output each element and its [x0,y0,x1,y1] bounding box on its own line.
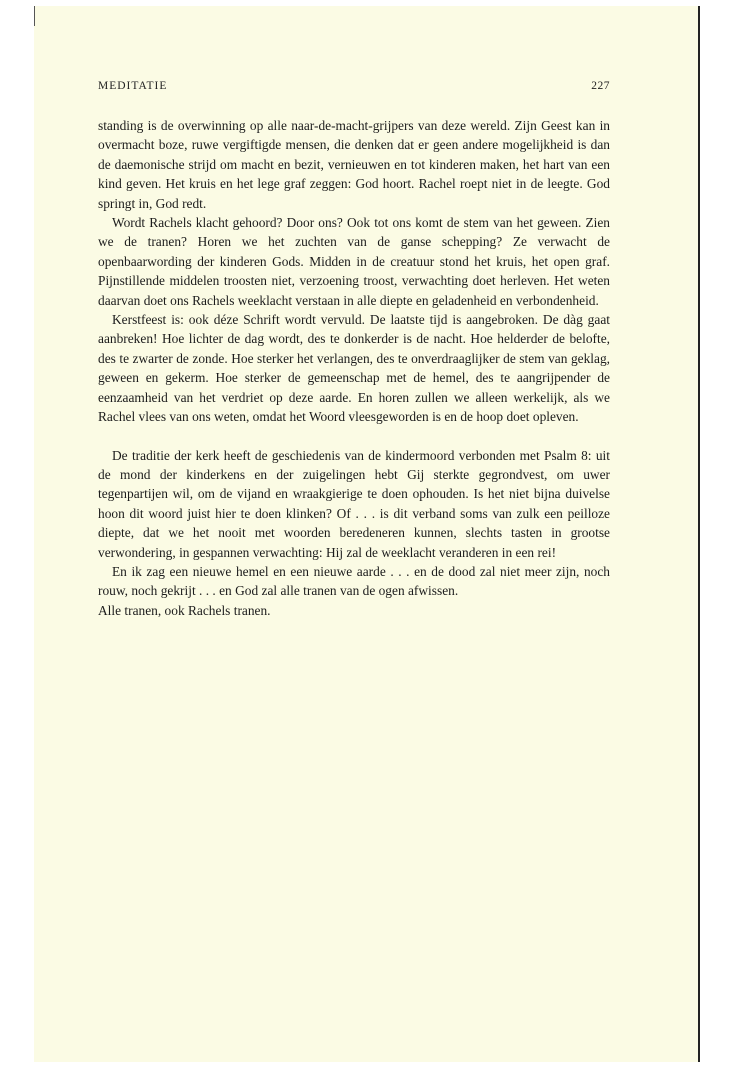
paragraph-continuation: standing is de overwinning op alle naar-de-macht-grijpers van deze wereld. Zijn Geest kan in overmacht boze, ruwe vergiftigde mensen, die denken dat er geen andere mogelijkheid is dan de daemonische strijd om macht en bezit, vernieuwen en tot kinderen maken, het hart van een kind geven. Het kruis en het lege graf zeggen: God hoort. Rachel roept niet in de leegte. God springt in, God redt. [98,118,610,211]
paragraph-closing: Alle tranen, ook Rachels tranen. [98,602,271,618]
page-edge-right [698,6,700,1062]
paragraph-kerstfeest: Kerstfeest is: ook déze Schrift wordt vervuld. De laatste tijd is aangebroken. De dàg gaat aanbreken! Hoe lichter de dag wordt, des te donkerder is de nacht. Hoe helderder de belofte, des te zwarter de zonde. Hoe sterker het verlangen, des te onverdraaglijker de stem van geklag, geween en gekerm. Hoe sterker de gemeenschap met de hemel, des te aangrijpender de eenzaamheid van het verdriet op deze aarde. En horen zullen we alleen werkelijk, als we Rachel vlees van ons weten, omdat het Woord vleesgeworden is en de hoop doet opleven. [98,312,610,425]
body-text [98,116,610,620]
running-header [98,80,610,100]
running-title: MEDITATIE [98,80,168,92]
paragraph-rachels-klacht: Wordt Rachels klacht gehoord? Door ons? Ook tot ons komt de stem van het geween. Zien we de tranen? Horen we het zuchten van de ganse schepping? Ze verwacht de openbaarwording der kinderen Gods. Midden in de creatuur stond het kruis, het open graf. Pijnstillende middelen troosten niet, verzoening troost, verwachting doet herleven. Het weten daarvan doet ons Rachels weeklacht verstaan in alle diepte en geladenheid en verbondenheid. [98,215,610,308]
page-edge-left [34,6,35,26]
paragraph-traditie: De traditie der kerk heeft de geschiedenis van de kindermoord verbonden met Psalm 8: uit de mond der kinderkens en der zuigelingen hebt Gij sterkte gegrondvest, om uwer tegenpartijen wil, om de vijand en wraakgierige te doen ophouden. Is het niet bijna duivelse hoon dit woord juist hier te doen klinken? Of . . . is dit verband soms van zulk een peilloze diepte, dat we het nooit met woorden beredeneren kunnen, slechts tasten in grootse verwondering, in gespannen verwachting: Hij zal de weeklacht veranderen in een rei! [98,447,610,560]
page-number: 227 [591,80,610,92]
paragraph-nieuwe-hemel: En ik zag een nieuwe hemel en een nieuwe aarde . . . en de dood zal niet meer zijn, noch rouw, noch gekrijt . . . en God zal alle tranen van de ogen afwissen. [98,563,610,599]
